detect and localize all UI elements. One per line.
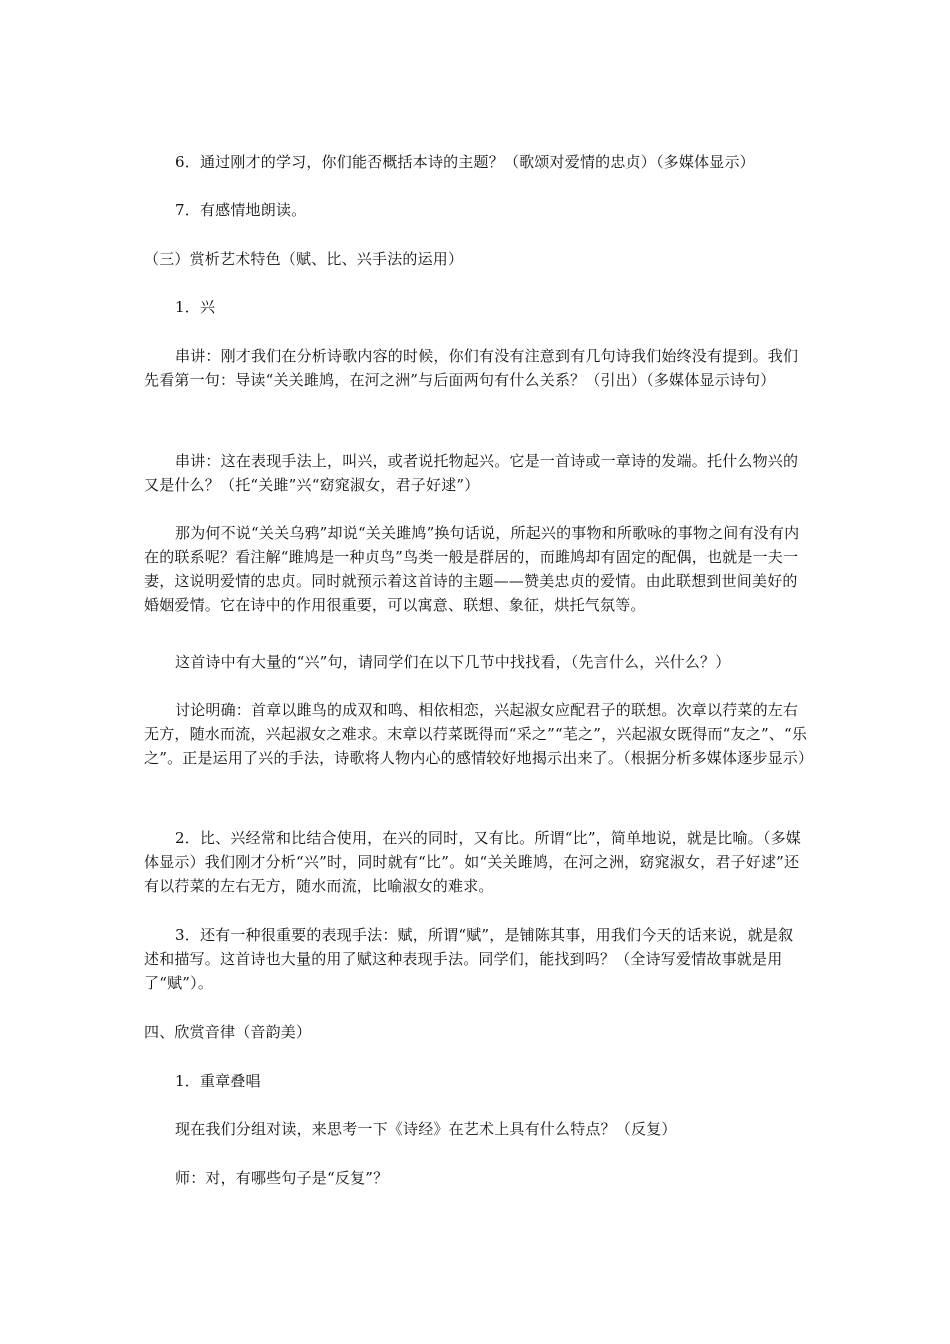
paragraph-teacher-question: 师：对，有哪些句子是“反复”？ [175,1169,389,1187]
paragraph-item-6-theme: 6．通过刚才的学习，你们能否概括本诗的主题？（歌颂对爱情的忠贞）（多媒体显示） [175,153,755,171]
paragraph-item-7-reading: 7．有感情地朗读。 [175,201,307,219]
section-heading-music: 四、欣赏音律（音韵美） [144,1023,312,1041]
paragraph-find-xing: 这首诗中有大量的“兴”句，请同学们在以下几节中找找看，（先言什么，兴什么？） [175,653,731,671]
paragraph-chuanjiang-2: 串讲：这在表现手法上，叫兴，或者说托物起兴。它是一首诗或一章诗的发端。托什么物兴的又是什么？（托“关雎”兴“窈窕淑女，君子好逑”） [144,452,799,494]
paragraph-fu: 3．还有一种很重要的表现手法：赋，所谓“赋”，是铺陈其事，用我们今天的话来说，就是叙述和描写。这首诗也大量的用了赋这种表现手法。同学们，能找到吗？（全诗写爱情故事就是用了“赋”）。 [144,926,794,992]
paragraph-group-reading: 现在我们分组对读，来思考一下《诗经》在艺术上具有什么特点？（反复） [175,1120,677,1138]
subheading-xing: 1．兴 [175,298,216,316]
paragraph-bi: 2．比、兴经常和比结合使用，在兴的同时，又有比。所谓“比”，简单地说，就是比喻。（多媒体显示）我们刚才分析“兴”时，同时就有“比”。如“关关雎鸠，在河之洲，窈窕淑女，君子好逑”还有以荇菜的左右无方，随水而流，比喻淑女的难求。 [144,829,801,895]
paragraph-chuanjiang-1: 串讲：刚才我们在分析诗歌内容的时候，你们有没有注意到有几句诗我们始终没有提到。我们先看第一句：导读“关关雎鸠，在河之洲”与后面两句有什么关系？（引出）（多媒体显示诗句） [144,347,799,389]
paragraph-discussion: 讨论明确：首章以雎鸟的成双和鸣、相依相恋，兴起淑女应配君子的联想。次章以荇菜的左右无方，随水而流，兴起淑女之难求。末章以荇菜既得而“采之”“芼之”，兴起淑女既得而“友之”、“乐之”。正是运用了兴的手法，诗歌将人物内心的感情较好地揭示出来了。（根据分析多媒体逐步显示） [144,701,814,767]
subheading-repetition: 1．重章叠唱 [175,1072,261,1090]
section-heading-art-features: （三）赏析艺术特色（赋、比、兴手法的运用） [144,250,464,268]
paragraph-why-jujiu: 那为何不说“关关乌鸦”却说“关关雎鸠”换句话说，所起兴的事物和所歌咏的事物之间有没有内在的联系呢？看注解“雎鸠是一种贞鸟”鸟类一般是群居的，而雎鸠却有固定的配偶，也就是一夫一妻，这说明爱情的忠贞。同时就预示着这首诗的主题——赞美忠贞的爱情。由此联想到世间美好的婚姻爱情。它在诗中的作用很重要，可以寓意、联想、象征，烘托气氛等。 [144,524,800,614]
